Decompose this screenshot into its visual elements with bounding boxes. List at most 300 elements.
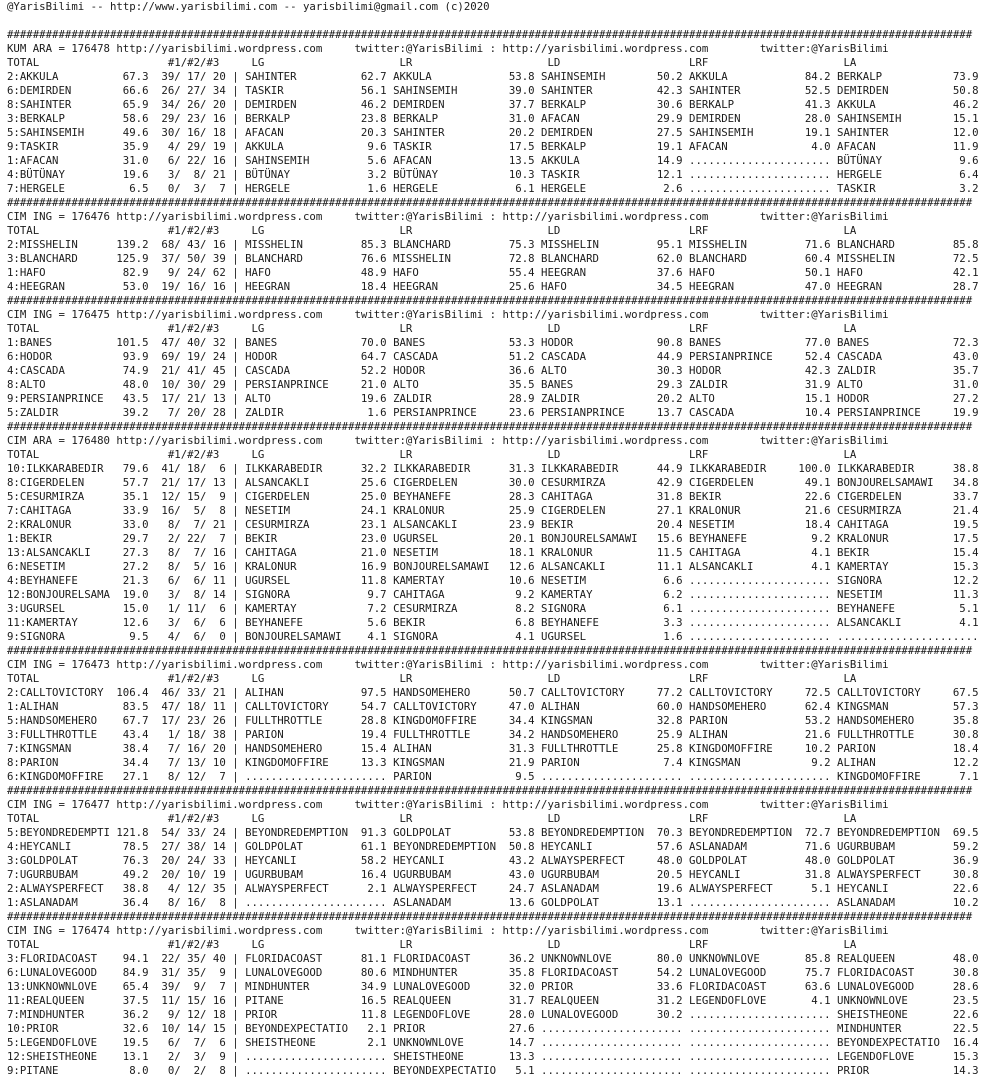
lg-horse: FLORIDACOAST (245, 952, 323, 965)
total-score: 48.0 (122, 378, 149, 391)
la-score: 30.8 (952, 728, 979, 741)
column-divider: | (232, 1008, 239, 1021)
first-count: 6 (167, 574, 175, 587)
lr-score: 25.6 (508, 280, 535, 293)
site-credit: @YarisBilimi -- http://www.yarisbilimi.com -- yarisbilimi@gmail.com (c)2020 (7, 0, 490, 13)
lrf-empty: ...................... (689, 630, 831, 643)
second-count: 16 (187, 280, 201, 293)
third-count: 33 (212, 854, 226, 867)
separator-line (7, 644, 1006, 658)
lrf-score: 10.2 (804, 742, 831, 755)
column-divider: | (232, 630, 239, 643)
ld-score: 6.1 (663, 602, 683, 615)
third-count: 20 (212, 98, 226, 111)
lrf-empty: ...................... (689, 1022, 831, 1035)
column-divider: | (232, 462, 239, 475)
lg-horse: KINGDOMOFFIRE (245, 756, 329, 769)
lg-horse: ALWAYSPERFECT (245, 882, 329, 895)
table-row (7, 714, 1006, 728)
slash: / (174, 588, 181, 601)
slash: / (174, 1064, 181, 1077)
first-count: 30 (161, 126, 175, 139)
horse-name: 1:BEKIR (7, 532, 53, 545)
slash: / (174, 686, 181, 699)
column-divider: | (232, 266, 239, 279)
wordpress-link: http://yarisbilimi.wordpress.com (116, 798, 323, 811)
table-row (7, 756, 1006, 770)
lg-horse: BLANCHARD (245, 252, 303, 265)
slash: / (200, 1064, 207, 1077)
slash: / (200, 896, 207, 909)
lr-score: 5.1 (515, 1064, 535, 1077)
table-row (7, 728, 1006, 742)
column-divider: | (232, 756, 239, 769)
lr-score: 18.1 (508, 546, 535, 559)
slash: / (174, 70, 181, 83)
slash: / (174, 868, 181, 881)
lrf-horse: CIGERDELEN (689, 476, 754, 489)
lg-score: 28.8 (360, 714, 387, 727)
lr-horse: HEEGRAN (393, 280, 439, 293)
slash: / (200, 462, 207, 475)
ld-score: 19.6 (656, 882, 683, 895)
table-row (7, 378, 1006, 392)
slash: / (200, 112, 207, 125)
header-lr: LR (399, 56, 413, 69)
lg-score: 11.8 (360, 574, 387, 587)
ld-score: 57.6 (656, 840, 683, 853)
lr-horse: FLORIDACOAST (393, 952, 471, 965)
lrf-horse: AKKULA (689, 70, 728, 83)
hash-separator: ###################################################################################################################################################### (7, 784, 973, 797)
second-count: 3 (193, 1050, 201, 1063)
table-row (7, 686, 1006, 700)
lg-score: 76.6 (360, 252, 387, 265)
ld-horse: BEYHANEFE (541, 616, 599, 629)
la-score: 72.3 (952, 336, 979, 349)
slash: / (200, 378, 207, 391)
first-count: 8 (167, 518, 175, 531)
lg-score: 2.1 (367, 1022, 387, 1035)
table-row (7, 238, 1006, 252)
slash: / (200, 84, 207, 97)
ld-score: 7.4 (663, 756, 683, 769)
second-count: 7 (193, 546, 201, 559)
twitter-handle: twitter:@YarisBilimi (354, 42, 484, 55)
first-count: 16 (161, 504, 175, 517)
lrf-horse: MISSHELIN (689, 238, 747, 251)
slash: / (200, 392, 207, 405)
table-row (7, 868, 1006, 882)
header-lrf: LRF (689, 812, 709, 825)
header-ld: LD (547, 224, 561, 237)
slash: / (200, 1022, 207, 1035)
total-score: 15.0 (122, 602, 149, 615)
column-divider: | (232, 490, 239, 503)
header-lg: LG (251, 938, 265, 951)
column-divider: | (232, 182, 239, 195)
total-score: 43.4 (122, 728, 149, 741)
la-score: 9.6 (959, 154, 979, 167)
ld-score: 70.3 (656, 826, 683, 839)
lr-horse: HODOR (393, 364, 426, 377)
la-horse: SAHINSEMIH (837, 112, 902, 125)
ld-horse: ILKKARABEDIR (541, 462, 619, 475)
horse-name: 6:HODOR (7, 350, 53, 363)
lrf-horse: HAFO (689, 266, 715, 279)
twitter-handle: twitter:@YarisBilimi (354, 210, 484, 223)
header-total: TOTAL (7, 812, 40, 825)
lr-score: 25.9 (508, 504, 535, 517)
ld-horse: CALLTOVICTORY (541, 686, 625, 699)
lrf-score: 85.8 (804, 952, 831, 965)
lrf-empty: ...................... (689, 588, 831, 601)
second-count: 43 (187, 238, 201, 251)
header-lrf: LRF (689, 672, 709, 685)
lrf-empty: ...................... (689, 182, 831, 195)
table-row (7, 532, 1006, 546)
third-count: 18 (212, 1008, 226, 1021)
lg-horse: CALLTOVICTORY (245, 700, 329, 713)
twitter-handle: twitter:@YarisBilimi (354, 798, 484, 811)
column-divider: | (232, 714, 239, 727)
lr-horse: UNKNOWNLOVE (393, 1036, 464, 1049)
lrf-score: 31.8 (804, 868, 831, 881)
lrf-horse: KINGSMAN (689, 756, 741, 769)
ld-horse: HEYCANLI (541, 840, 593, 853)
ld-score: 6.2 (663, 588, 683, 601)
la-score: 11.9 (952, 140, 979, 153)
table-row (7, 1008, 1006, 1022)
total-score: 29.7 (122, 532, 149, 545)
lr-horse: KINGSMAN (393, 756, 445, 769)
total-score: 33.0 (122, 518, 149, 531)
la-horse: BEYONDREDEMPTION (837, 826, 940, 839)
first-count: 12 (161, 490, 175, 503)
lrf-horse: HODOR (689, 364, 722, 377)
second-count: 16 (187, 896, 201, 909)
lrf-score: 77.0 (804, 336, 831, 349)
slash: / (174, 602, 181, 615)
slash: / (174, 546, 181, 559)
wordpress-link: http://yarisbilimi.wordpress.com (502, 308, 709, 321)
column-header-line (7, 448, 1006, 462)
table-row (7, 98, 1006, 112)
la-score: 10.2 (952, 896, 979, 909)
third-count: 6 (219, 462, 226, 475)
lg-horse: BÜTÜNAY (245, 168, 291, 181)
lr-score: 75.3 (508, 238, 535, 251)
slash: / (200, 756, 207, 769)
lg-horse: ALTO (245, 392, 271, 405)
lg-horse: SIGNORA (245, 588, 291, 601)
first-count: 2 (167, 1050, 175, 1063)
race-title-line (7, 308, 1006, 322)
slash: / (174, 406, 181, 419)
third-count: 10 (212, 756, 226, 769)
slash: / (200, 490, 207, 503)
lrf-score: 60.4 (804, 252, 831, 265)
la-score: 69.5 (952, 826, 979, 839)
ld-horse: CASCADA (541, 350, 587, 363)
lr-score: 53.3 (508, 336, 535, 349)
first-count: 69 (161, 350, 175, 363)
horse-name: 6:NESETIM (7, 560, 65, 573)
lg-score: 4.1 (367, 630, 387, 643)
horse-name: 3:UGURSEL (7, 602, 65, 615)
table-row (7, 490, 1006, 504)
wordpress-link: http://yarisbilimi.wordpress.com (502, 210, 709, 223)
first-count: 17 (161, 714, 175, 727)
race-title: CIM ING = 176473 (7, 658, 110, 671)
lrf-score: 47.0 (804, 280, 831, 293)
la-horse: KRALONUR (837, 532, 889, 545)
third-count: 14 (212, 840, 226, 853)
slash: / (174, 728, 181, 741)
lr-horse: HEYCANLI (393, 854, 445, 867)
lg-score: 5.6 (367, 154, 387, 167)
header-total: TOTAL (7, 56, 40, 69)
slash: / (174, 840, 181, 853)
second-count: 6 (193, 630, 201, 643)
third-count: 16 (212, 280, 226, 293)
ld-horse: KINGSMAN (541, 714, 593, 727)
lrf-score: 15.1 (804, 392, 831, 405)
table-row (7, 504, 1006, 518)
ld-horse: ALSANCAKLI (541, 560, 606, 573)
column-divider: | (232, 364, 239, 377)
ld-horse: MISSHELIN (541, 238, 599, 251)
la-score: 14.3 (952, 1064, 979, 1077)
header-ld: LD (547, 322, 561, 335)
column-divider: | (232, 98, 239, 111)
la-horse: SHEISTHEONE (837, 1008, 908, 1021)
horse-name: 2:CALLTOVICTORY (7, 686, 104, 699)
ld-score: 80.0 (656, 952, 683, 965)
la-horse: BLANCHARD (837, 238, 895, 251)
slash: / (174, 1036, 181, 1049)
la-horse: PRIOR (837, 1064, 870, 1077)
table-row (7, 952, 1006, 966)
first-count: 46 (161, 686, 175, 699)
lg-score: 23.0 (360, 532, 387, 545)
slash: / (200, 238, 207, 251)
horse-name: 2:MISSHELIN (7, 238, 78, 251)
ld-horse: HERGELE (541, 182, 587, 195)
lrf-score: 28.0 (804, 112, 831, 125)
second-count: 6 (193, 574, 201, 587)
header-total: TOTAL (7, 672, 40, 685)
header-lr: LR (399, 224, 413, 237)
ld-score: 50.2 (656, 70, 683, 83)
la-horse: KAMERTAY (837, 560, 889, 573)
horse-name: 5:ZALDIR (7, 406, 59, 419)
ld-score: 29.9 (656, 112, 683, 125)
la-score: 17.5 (952, 532, 979, 545)
lg-score: 19.6 (360, 392, 387, 405)
lrf-score: 19.1 (804, 126, 831, 139)
third-count: 16 (212, 112, 226, 125)
header-total: TOTAL (7, 224, 40, 237)
la-horse: UGURBUBAM (837, 840, 895, 853)
slash: / (200, 868, 207, 881)
ld-horse: HODOR (541, 336, 574, 349)
lg-horse: ALSANCAKLI (245, 476, 310, 489)
column-divider: | (232, 854, 239, 867)
ld-score: 29.3 (656, 378, 683, 391)
ld-horse: NESETIM (541, 574, 587, 587)
la-score: 15.4 (952, 546, 979, 559)
table-row (7, 406, 1006, 420)
total-score: 65.4 (122, 980, 149, 993)
twitter-handle: twitter:@YarisBilimi (354, 658, 484, 671)
horse-name: 3:BERKALP (7, 112, 65, 125)
third-count: 16 (212, 560, 226, 573)
horse-name: 8:CIGERDELEN (7, 476, 85, 489)
ld-horse: LUNALOVEGOOD (541, 1008, 619, 1021)
lr-horse: CESURMIRZA (393, 602, 458, 615)
la-score: 22.5 (952, 1022, 979, 1035)
total-score: 106.4 (116, 686, 149, 699)
la-horse: BANES (837, 336, 870, 349)
second-count: 5 (193, 560, 201, 573)
ld-horse: UGURBUBAM (541, 868, 599, 881)
total-score: 94.1 (122, 952, 149, 965)
lr-score: 55.4 (508, 266, 535, 279)
la-horse: AFACAN (837, 140, 876, 153)
la-score: 73.9 (952, 70, 979, 83)
first-count: 10 (161, 1022, 175, 1035)
table-row (7, 994, 1006, 1008)
lr-score: 12.6 (508, 560, 535, 573)
second-count: 8 (193, 168, 201, 181)
horse-name: 8:ALTO (7, 378, 46, 391)
column-divider: | (232, 588, 239, 601)
second-count: 15 (187, 994, 201, 1007)
la-score: 12.2 (952, 756, 979, 769)
lr-score: 20.2 (508, 126, 535, 139)
wordpress-link: http://yarisbilimi.wordpress.com (502, 434, 709, 447)
ld-horse: CIGERDELEN (541, 504, 606, 517)
third-count: 7 (219, 770, 226, 783)
slash: / (174, 896, 181, 909)
total-score: 84.9 (122, 966, 149, 979)
column-header-line (7, 224, 1006, 238)
second-count: 14 (187, 1022, 201, 1035)
second-count: 19 (187, 350, 201, 363)
ld-score: 14.9 (656, 154, 683, 167)
first-count: 10 (161, 378, 175, 391)
ld-score: 1.6 (663, 630, 683, 643)
la-score: 38.8 (952, 462, 979, 475)
header-total: TOTAL (7, 322, 40, 335)
ld-score: 13.7 (656, 406, 683, 419)
ld-score: 3.3 (663, 616, 683, 629)
slash: / (200, 630, 207, 643)
second-count: 3 (193, 182, 201, 195)
second-count: 21 (187, 392, 201, 405)
lg-score: 54.7 (360, 700, 387, 713)
wordpress-link: http://yarisbilimi.wordpress.com (502, 924, 709, 937)
lrf-horse: GOLDPOLAT (689, 854, 747, 867)
slash: / (200, 980, 207, 993)
first-count: 9 (167, 266, 175, 279)
lrf-score: 63.6 (804, 980, 831, 993)
second-count: 17 (187, 476, 201, 489)
total-score: 67.7 (122, 714, 149, 727)
horse-name: 10:ILKKARABEDIR (7, 462, 104, 475)
lg-horse: CESURMIRZA (245, 518, 310, 531)
column-divider: | (232, 406, 239, 419)
lr-score: 53.8 (508, 826, 535, 839)
lr-horse: ALSANCAKLI (393, 518, 458, 531)
slash: / (174, 84, 181, 97)
slash: / (200, 98, 207, 111)
lrf-empty: ...................... (689, 602, 831, 615)
slash: / (200, 574, 207, 587)
first-count: 26 (161, 84, 175, 97)
lrf-horse: CAHITAGA (689, 546, 741, 559)
third-count: 9 (219, 966, 226, 979)
column-divider: | (232, 994, 239, 1007)
lr-horse: SAHINSEMIH (393, 84, 458, 97)
lg-horse: ZALDIR (245, 406, 284, 419)
separator-line (7, 28, 1006, 42)
ld-score: 60.0 (656, 700, 683, 713)
ld-horse: CESURMIRZA (541, 476, 606, 489)
lg-empty: ...................... (245, 770, 387, 783)
lg-score: 23.1 (360, 518, 387, 531)
lr-score: 23.9 (508, 518, 535, 531)
horse-name: 1:AFACAN (7, 154, 59, 167)
la-horse: LEGENDOFLOVE (837, 1050, 915, 1063)
lr-horse: AKKULA (393, 70, 432, 83)
lg-horse: HERGELE (245, 182, 291, 195)
ld-score: 12.1 (656, 168, 683, 181)
third-count: 35 (212, 882, 226, 895)
first-count: 3 (167, 168, 175, 181)
ld-horse: ALWAYSPERFECT (541, 854, 625, 867)
twitter-handle: twitter:@YarisBilimi (759, 798, 889, 811)
lg-horse: HEEGRAN (245, 280, 291, 293)
header-placings: #1/#2/#3 (167, 224, 220, 237)
slash: / (174, 532, 181, 545)
la-score: 28.7 (952, 280, 979, 293)
first-count: 8 (167, 770, 175, 783)
lr-score: 47.0 (508, 700, 535, 713)
lr-horse: ALTO (393, 378, 419, 391)
column-divider: | (232, 952, 239, 965)
lg-score: 91.3 (360, 826, 387, 839)
total-score: 36.4 (122, 896, 149, 909)
ld-score: 27.1 (656, 504, 683, 517)
lr-horse: BONJOURELSAMAWI (393, 560, 490, 573)
ld-score: 30.3 (656, 364, 683, 377)
slash: / (200, 70, 207, 83)
lrf-score: 10.4 (804, 406, 831, 419)
wordpress-link: http://yarisbilimi.wordpress.com (116, 924, 323, 937)
column-divider: | (232, 252, 239, 265)
lr-score: 24.7 (508, 882, 535, 895)
column-divider: | (232, 770, 239, 783)
horse-name: 13:ALSANCAKLI (7, 546, 91, 559)
lg-score: 2.1 (367, 1036, 387, 1049)
horse-name: 6:LUNALOVEGOOD (7, 966, 98, 979)
lg-score: 48.9 (360, 266, 387, 279)
separator-line (7, 196, 1006, 210)
slash: / (200, 140, 207, 153)
lrf-horse: BLANCHARD (689, 252, 747, 265)
